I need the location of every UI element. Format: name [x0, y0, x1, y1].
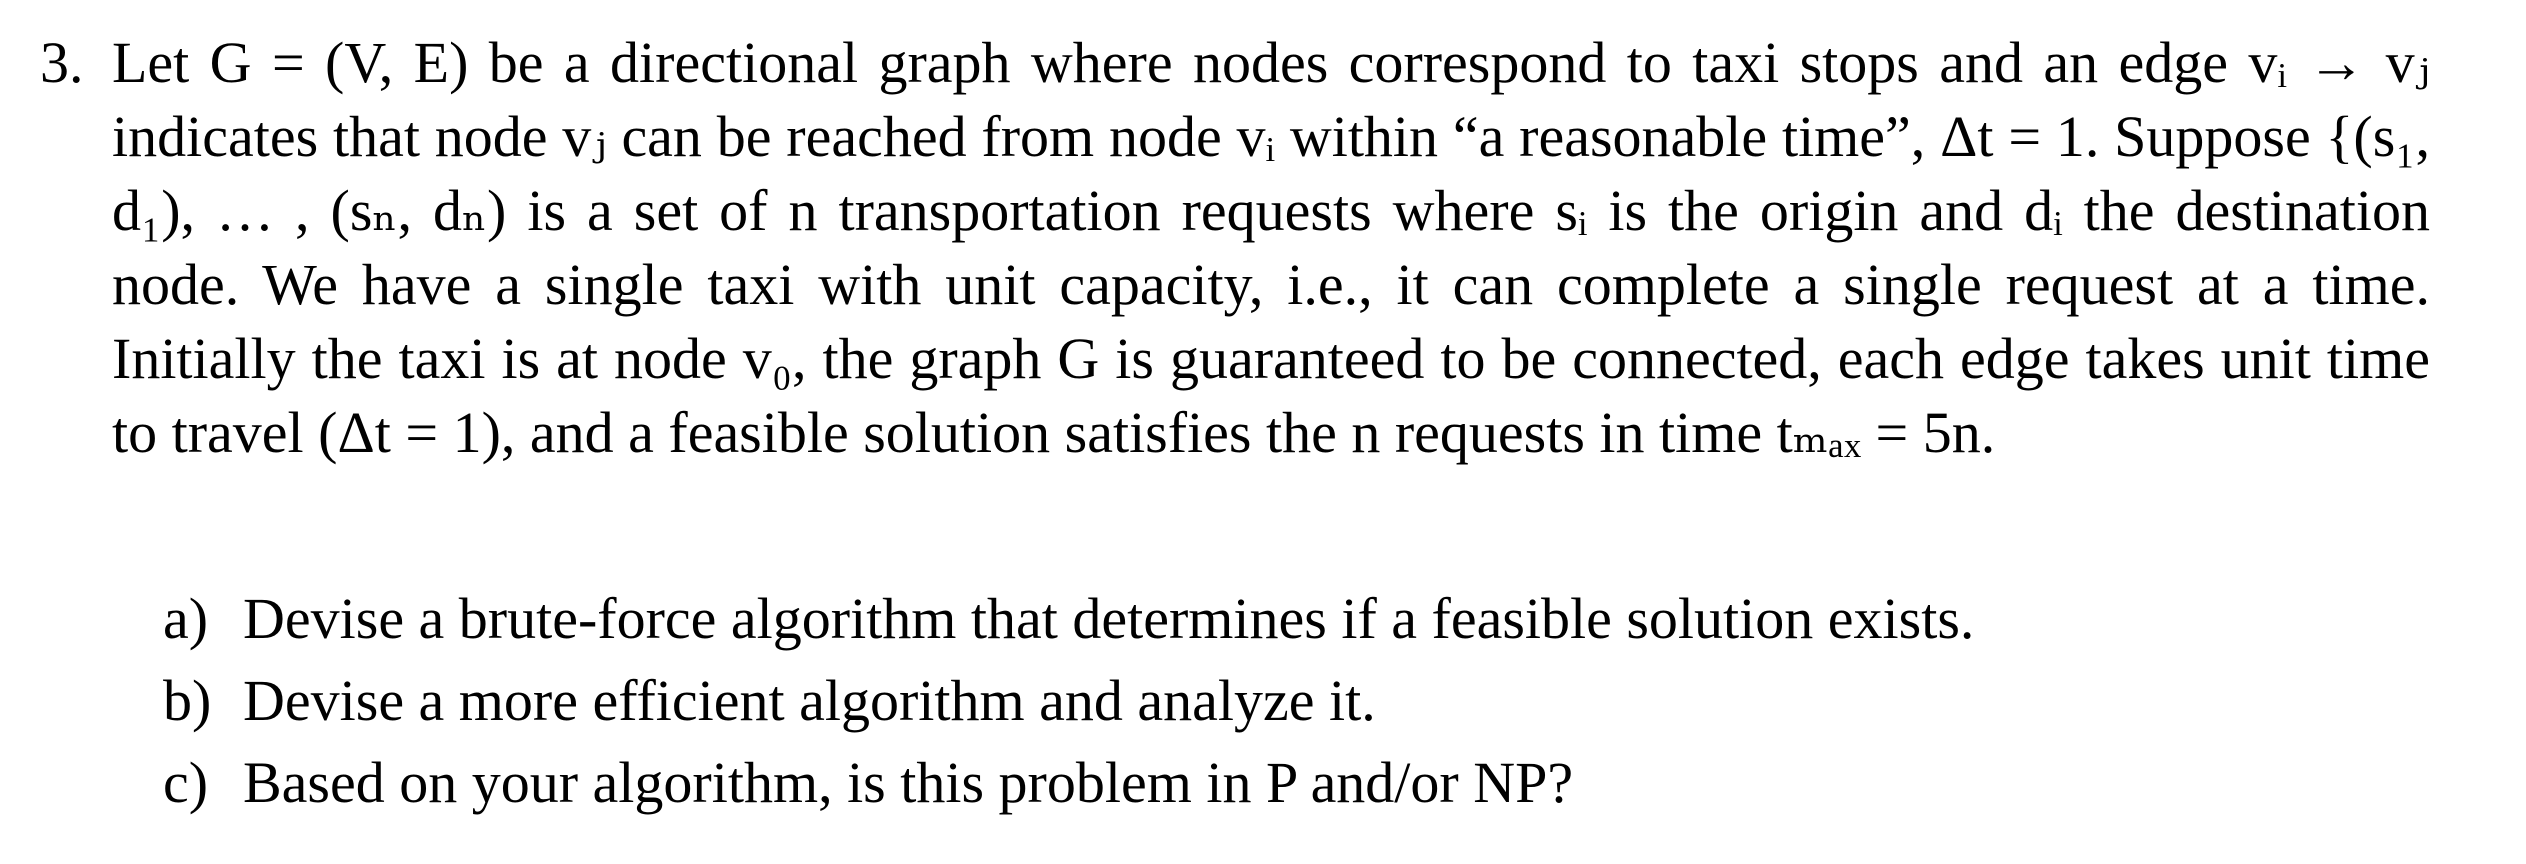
sub-question-list	[163, 578, 2363, 824]
sub-question-text: Devise a brute-force algorithm that determines if a feasible solution exists.	[243, 586, 1975, 651]
problem-number: 3.	[40, 30, 84, 95]
sub-question-label: b)	[163, 668, 212, 733]
sub-question-b	[163, 660, 2363, 742]
sub-question-label: c)	[163, 750, 209, 815]
sub-question-a	[163, 578, 2363, 660]
problem-statement: Let G = (V, E) be a directional graph where nodes correspond to taxi stops and an edge vᵢ → vⱼ indicates that node vⱼ can be reached from node vᵢ within “a reasonable time”, Δt = 1. Suppose {(s₁, d₁), … , (sₙ, dₙ) is a set of n transportation requests where sᵢ is the origin and dᵢ the destination node. We have a single taxi with unit capacity, i.e., it can complete a single request at a time. Initially the taxi is at node v₀, the graph G is guaranteed to be connected, each edge takes unit time to travel (Δt = 1), and a feasible solution satisfies the n requests in time tₘₐₓ = 5n.	[112, 30, 2430, 465]
sub-question-text: Based on your algorithm, is this problem in P and/or NP?	[243, 750, 1574, 815]
sub-question-label: a)	[163, 586, 209, 651]
problem-3	[40, 26, 2430, 470]
sub-question-c	[163, 742, 2363, 824]
sub-question-text: Devise a more efficient algorithm and analyze it.	[243, 668, 1376, 733]
